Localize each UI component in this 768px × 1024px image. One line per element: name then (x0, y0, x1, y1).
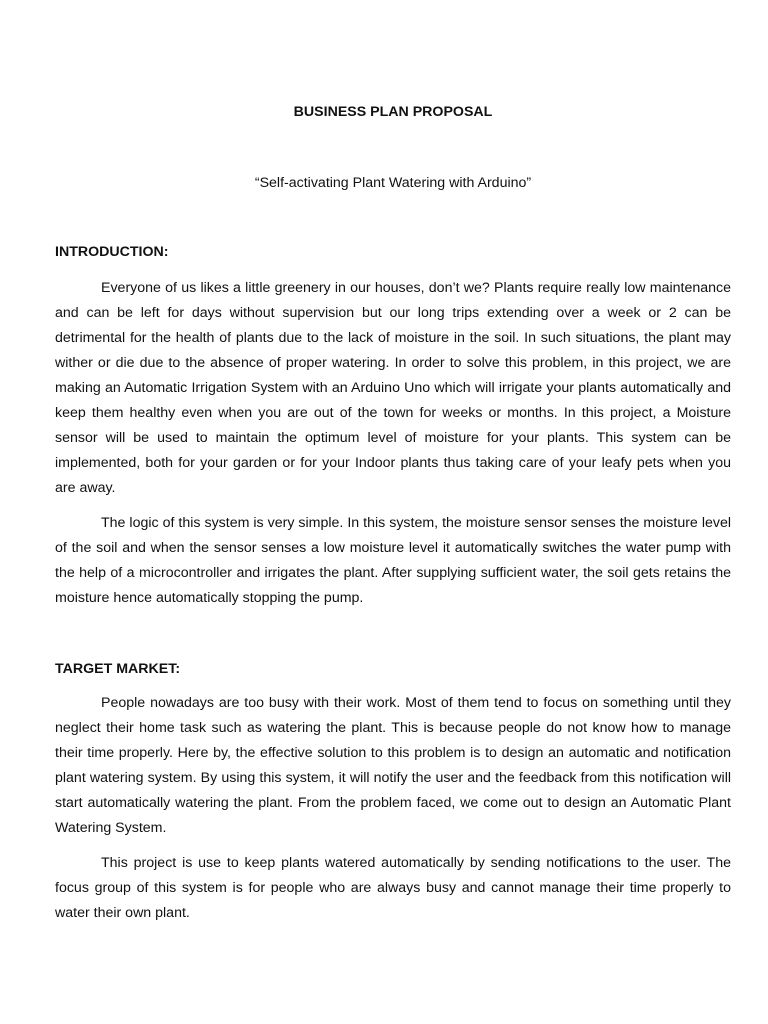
target-market-paragraph-1: People nowadays are too busy with their work. Most of them tend to focus on something until they neglect their home task such as watering the plant. This is because people do not know how to manage their time properly. Here by, the effective solution to this problem is to design an automatic and notification plant watering system. By using this system, it will notify the user and the feedback from this notification will start automatically watering the plant. From the problem faced, we come out to design an Automatic Plant Watering System. (55, 695, 731, 836)
introduction-paragraph-2: The logic of this system is very simple. In this system, the moisture sensor senses the moisture level of the soil and when the sensor senses a low moisture level it automatically switches the water pump with the help of a microcontroller and irrigates the plant. After supplying sufficient water, the soil gets retains the moisture hence automatically stopping the pump. (55, 515, 731, 606)
document-subtitle: “Self-activating Plant Watering with Arduino” (254, 175, 532, 191)
section-heading-target-market: TARGET MARKET: (55, 661, 181, 677)
document-title: BUSINESS PLAN PROPOSAL (293, 104, 493, 120)
target-market-paragraph-2: This project is use to keep plants watered automatically by sending notifications to the user. The focus group of this system is for people who are always busy and cannot manage their time properly to water their own plant. (55, 855, 731, 921)
section-heading-introduction: INTRODUCTION: (55, 244, 169, 260)
introduction-paragraph-1: Everyone of us likes a little greenery in our houses, don’t we? Plants require really low maintenance and can be left for days without supervision but our long trips extending over a week or 2 can be detrimental for the health of plants due to the lack of moisture in the soil. In such situations, the plant may wither or die due to the absence of proper watering. In order to solve this problem, in this project, we are making an Automatic Irrigation System with an Arduino Uno which will irrigate your plants automatically and keep them healthy even when you are out of the town for weeks or months. In this project, a Moisture sensor will be used to maintain the optimum level of moisture for your plants. This system can be implemented, both for your garden or for your Indoor plants thus taking care of your leafy pets when you are away. (55, 280, 731, 496)
